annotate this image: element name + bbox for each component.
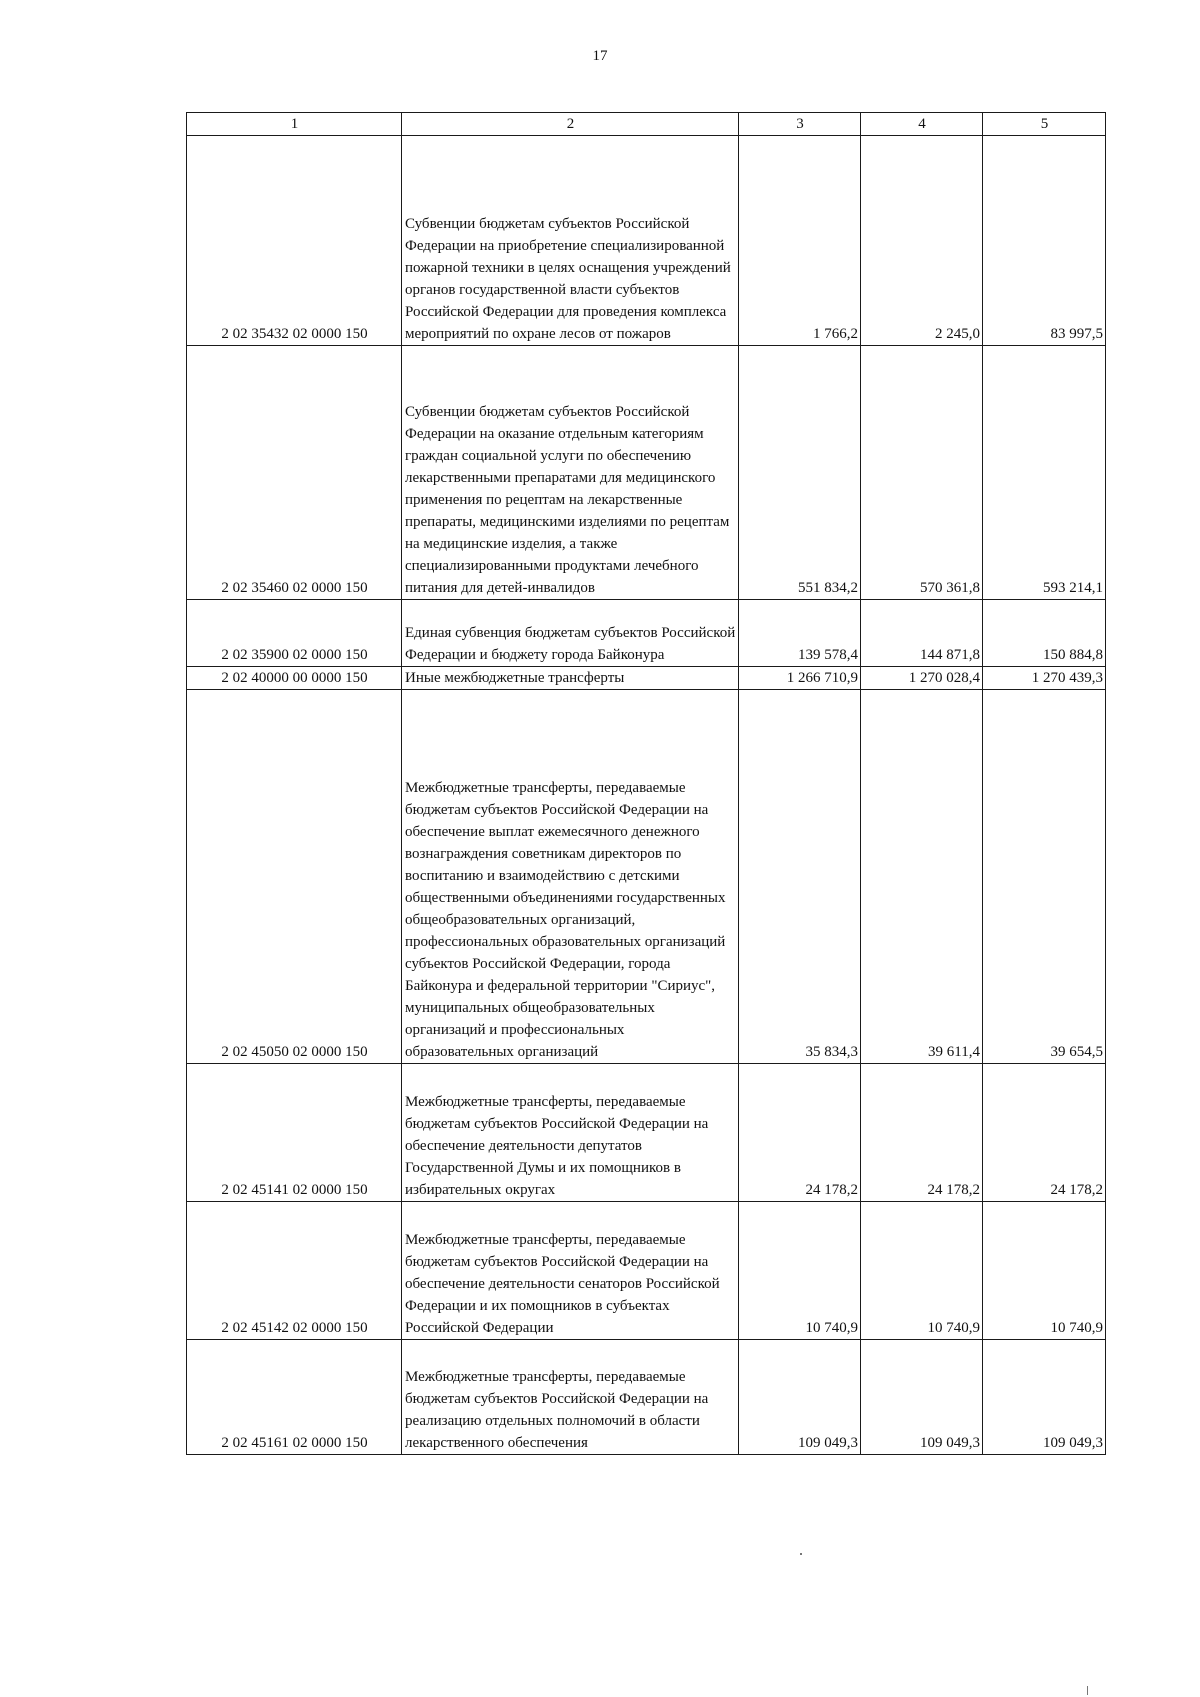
item-name-cell: Единая субвенция бюджетам субъектов Российской Федерации и бюджету города Байконура — [402, 600, 739, 667]
item-name-cell: Субвенции бюджетам субъектов Российской Федерации на приобретение специализированной пожарной техники в целях оснащения учреждений органов государственной власти субъектов Российской Федерации для проведения комплекса мероприятий по охране лесов от пожаров — [402, 136, 739, 346]
value-col3-cell: 1 266 710,9 — [739, 667, 861, 690]
table-row — [187, 690, 1106, 1064]
value-col4-cell: 144 871,8 — [861, 600, 983, 667]
budget-code-cell: 2 02 45161 02 0000 150 — [187, 1340, 402, 1455]
item-name-cell: Межбюджетные трансферты, передаваемые бюджетам субъектов Российской Федерации на обеспечение деятельности депутатов Государственной Думы и их помощников в избирательных округах — [402, 1064, 739, 1202]
value-col4-cell: 10 740,9 — [861, 1202, 983, 1340]
value-col4-cell: 39 611,4 — [861, 690, 983, 1064]
value-col3-cell: 139 578,4 — [739, 600, 861, 667]
value-col3-cell: 35 834,3 — [739, 690, 861, 1064]
budget-code-cell: 2 02 35900 02 0000 150 — [187, 600, 402, 667]
value-col5-cell: 109 049,3 — [983, 1340, 1106, 1455]
scan-speck — [800, 1553, 802, 1555]
item-name-cell: Иные межбюджетные трансферты — [402, 667, 739, 690]
value-col3-cell: 24 178,2 — [739, 1064, 861, 1202]
column-header-2: 2 — [402, 113, 739, 136]
value-col5-cell: 24 178,2 — [983, 1064, 1106, 1202]
item-name-cell: Субвенции бюджетам субъектов Российской Федерации на оказание отдельным категориям граждан социальной услуги по обеспечению лекарственными препаратами для медицинского применения по рецептам на лекарственные препараты, медицинскими изделиями по рецептам на медицинские изделия, а также специализированными продуктами лечебного питания для детей-инвалидов — [402, 346, 739, 600]
value-col5-cell: 150 884,8 — [983, 600, 1106, 667]
column-header-3: 3 — [739, 113, 861, 136]
column-header-1: 1 — [187, 113, 402, 136]
value-col3-cell: 551 834,2 — [739, 346, 861, 600]
value-col4-cell: 24 178,2 — [861, 1064, 983, 1202]
scan-speck — [1087, 1686, 1088, 1695]
item-name-cell: Межбюджетные трансферты, передаваемые бюджетам субъектов Российской Федерации на обеспечение деятельности сенаторов Российской Федерации и их помощников в субъектах Российской Федерации — [402, 1202, 739, 1340]
value-col3-cell: 109 049,3 — [739, 1340, 861, 1455]
header-row — [187, 113, 1106, 136]
value-col3-cell: 1 766,2 — [739, 136, 861, 346]
item-name-cell: Межбюджетные трансферты, передаваемые бюджетам субъектов Российской Федерации на реализацию отдельных полномочий в области лекарственного обеспечения — [402, 1340, 739, 1455]
table-row — [187, 1064, 1106, 1202]
value-col5-cell: 10 740,9 — [983, 1202, 1106, 1340]
item-name-cell: Межбюджетные трансферты, передаваемые бюджетам субъектов Российской Федерации на обеспечение выплат ежемесячного денежного вознаграждения советникам директоров по воспитанию и взаимодействию с детскими общественными объединениями государственных общеобразовательных организаций, профессиональных образовательных организаций субъектов Российской Федерации, города Байконура и федеральной территории "Сириус", муниципальных общеобразовательных организаций и профессиональных образовательных организаций — [402, 690, 739, 1064]
value-col4-cell: 1 270 028,4 — [861, 667, 983, 690]
table-row — [187, 136, 1106, 346]
value-col5-cell: 39 654,5 — [983, 690, 1106, 1064]
budget-code-cell: 2 02 45142 02 0000 150 — [187, 1202, 402, 1340]
table-row — [187, 1202, 1106, 1340]
column-header-4: 4 — [861, 113, 983, 136]
value-col4-cell: 570 361,8 — [861, 346, 983, 600]
value-col4-cell: 109 049,3 — [861, 1340, 983, 1455]
budget-code-cell: 2 02 35432 02 0000 150 — [187, 136, 402, 346]
budget-code-cell: 2 02 45050 02 0000 150 — [187, 690, 402, 1064]
budget-code-cell: 2 02 45141 02 0000 150 — [187, 1064, 402, 1202]
value-col5-cell: 83 997,5 — [983, 136, 1106, 346]
budget-code-cell: 2 02 35460 02 0000 150 — [187, 346, 402, 600]
value-col5-cell: 1 270 439,3 — [983, 667, 1106, 690]
value-col4-cell: 2 245,0 — [861, 136, 983, 346]
table-row — [187, 1340, 1106, 1455]
table-row — [187, 346, 1106, 600]
value-col3-cell: 10 740,9 — [739, 1202, 861, 1340]
value-col5-cell: 593 214,1 — [983, 346, 1106, 600]
table-row — [187, 600, 1106, 667]
budget-code-cell: 2 02 40000 00 0000 150 — [187, 667, 402, 690]
budget-revenue-table — [186, 112, 1106, 1455]
page-number: 17 — [592, 48, 608, 64]
column-header-5: 5 — [983, 113, 1106, 136]
table-row — [187, 667, 1106, 690]
